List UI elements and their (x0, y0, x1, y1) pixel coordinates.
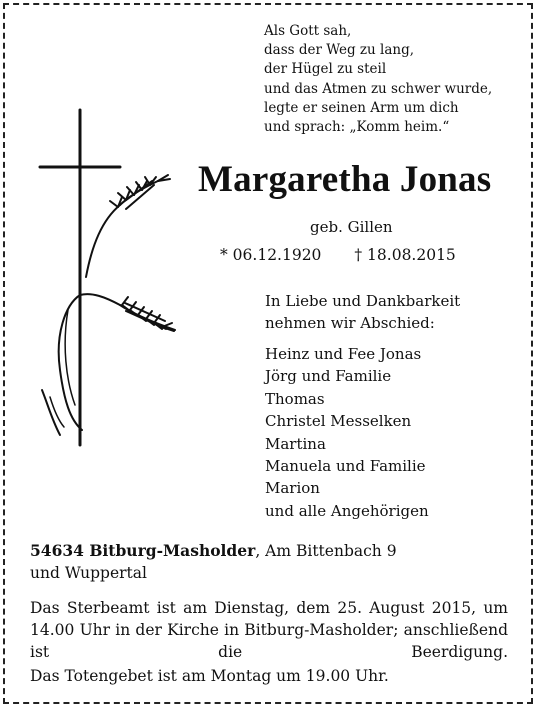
farewell-line: nehmen wir Abschied: (265, 314, 435, 332)
service-info (30, 597, 508, 687)
poem-line: und das Atmen zu schwer wurde, (264, 80, 493, 97)
address (30, 540, 397, 584)
mourner: Martina (265, 434, 326, 453)
mourner: Christel Messelken (265, 412, 412, 431)
death-date: † 18.08.2015 (354, 246, 456, 264)
mourner: Jörg und Familie (265, 367, 392, 386)
mourner: Heinz und Fee Jonas (265, 345, 422, 363)
farewell-line: In Liebe und Dankbarkeit (265, 292, 461, 310)
life-dates (220, 246, 456, 264)
mourners-list (265, 343, 429, 522)
address-street: , Am Bittenbach 9 (255, 542, 397, 560)
mourner: Manuela und Familie (265, 456, 426, 475)
maiden-name: geb. Gillen (310, 218, 393, 236)
mourner: Marion (265, 479, 320, 498)
poem-line: Als Gott sah, (264, 23, 352, 39)
mourner: und alle Angehörigen (265, 501, 429, 520)
farewell-text (265, 290, 460, 334)
mourner: Thomas (265, 389, 325, 408)
birth-date: * 06.12.1920 (220, 246, 322, 264)
address-city: 54634 Bitburg-Masholder (30, 541, 256, 560)
cross-with-wheat-icon (30, 105, 190, 450)
poem-line: legte er seinen Arm um dich (264, 99, 459, 116)
address-line-2: und Wuppertal (30, 564, 147, 582)
poem-line: dass der Weg zu lang, (264, 42, 415, 59)
deceased-name: Margaretha Jonas (198, 159, 492, 200)
address-line-1 (30, 540, 397, 562)
prayer-info: Das Totengebet ist am Montag um 19.00 Uhr. (30, 667, 389, 685)
poem-line: und sprach: „Komm heim.“ (264, 118, 450, 135)
poem (264, 22, 492, 137)
funeral-info: Das Sterbeamt ist am Dienstag, dem 25. August 2015, um 14.00 Uhr in der Kirche in Bitburg-Masholder; anschließend ist die Beerdigung. (30, 599, 508, 661)
poem-line: der Hügel zu steil (264, 61, 387, 78)
